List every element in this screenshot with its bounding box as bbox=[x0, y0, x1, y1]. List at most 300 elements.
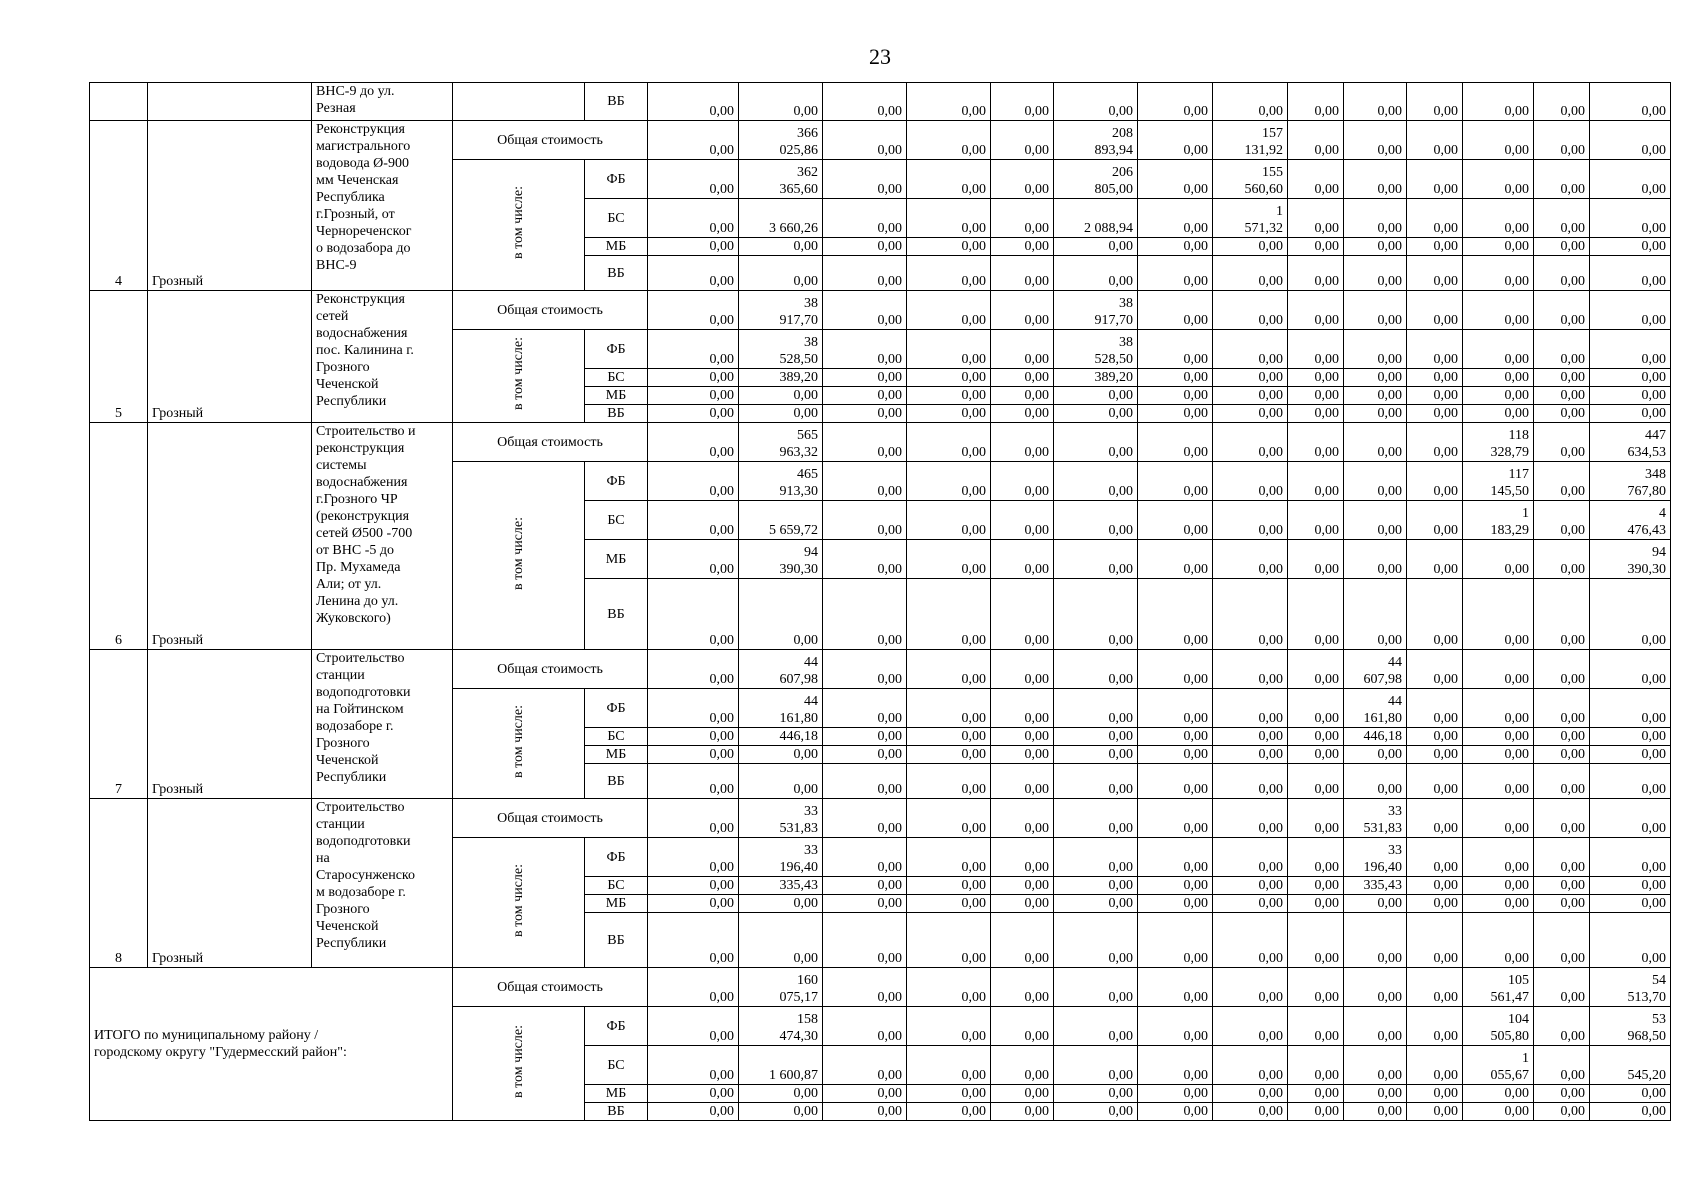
value-cell: 0,00 bbox=[1213, 291, 1288, 330]
value-cell: 0,00 bbox=[1054, 799, 1138, 838]
value-cell: 0,00 bbox=[1463, 1103, 1534, 1121]
value-cell: 0,00 bbox=[823, 369, 907, 387]
value-cell: 0,00 bbox=[1463, 291, 1534, 330]
value-cell: 0,00 bbox=[648, 579, 739, 650]
value-cell: 0,00 bbox=[907, 121, 991, 160]
value-cell: 54 513,70 bbox=[1590, 968, 1671, 1007]
value-cell: 0,00 bbox=[823, 799, 907, 838]
value-cell: 0,00 bbox=[991, 877, 1054, 895]
value-cell: 0,00 bbox=[991, 199, 1054, 238]
value-cell: 0,00 bbox=[648, 199, 739, 238]
value-cell: 0,00 bbox=[907, 689, 991, 728]
value-cell: 0,00 bbox=[648, 83, 739, 121]
value-cell: 0,00 bbox=[1138, 650, 1213, 689]
row-index: 8 bbox=[90, 799, 148, 968]
value-cell: 0,00 bbox=[739, 764, 823, 799]
value-cell: 157 131,92 bbox=[1213, 121, 1288, 160]
value-cell: 117 145,50 bbox=[1463, 462, 1534, 501]
value-cell: 0,00 bbox=[1534, 746, 1590, 764]
value-cell: 0,00 bbox=[1463, 160, 1534, 199]
source-label: ФБ bbox=[585, 689, 648, 728]
value-cell: 0,00 bbox=[907, 838, 991, 877]
value-cell: 0,00 bbox=[1288, 764, 1344, 799]
value-cell: 0,00 bbox=[991, 650, 1054, 689]
value-cell: 0,00 bbox=[991, 764, 1054, 799]
value-cell: 0,00 bbox=[1590, 330, 1671, 369]
value-cell: 465 913,30 bbox=[739, 462, 823, 501]
value-cell: 0,00 bbox=[739, 579, 823, 650]
value-cell: 0,00 bbox=[1407, 799, 1463, 838]
value-cell: 1 571,32 bbox=[1213, 199, 1288, 238]
value-cell: 0,00 bbox=[991, 1103, 1054, 1121]
value-cell: 0,00 bbox=[648, 291, 739, 330]
value-cell: 0,00 bbox=[991, 405, 1054, 423]
value-cell: 0,00 bbox=[823, 83, 907, 121]
table-row bbox=[90, 121, 1671, 160]
value-cell: 0,00 bbox=[1463, 799, 1534, 838]
value-cell: 33 196,40 bbox=[1344, 838, 1407, 877]
value-cell: 0,00 bbox=[991, 579, 1054, 650]
value-cell: 0,00 bbox=[1138, 913, 1213, 968]
source-label: БС bbox=[585, 728, 648, 746]
value-cell: 0,00 bbox=[907, 256, 991, 291]
value-cell: 0,00 bbox=[1288, 799, 1344, 838]
value-cell: 0,00 bbox=[907, 1007, 991, 1046]
value-cell: 0,00 bbox=[1590, 405, 1671, 423]
value-cell: 0,00 bbox=[1463, 369, 1534, 387]
value-cell: 0,00 bbox=[1054, 650, 1138, 689]
value-cell: 4 476,43 bbox=[1590, 501, 1671, 540]
value-cell: 0,00 bbox=[1590, 650, 1671, 689]
value-cell: 0,00 bbox=[823, 913, 907, 968]
value-cell: 0,00 bbox=[907, 160, 991, 199]
value-cell: 0,00 bbox=[1054, 501, 1138, 540]
value-cell: 0,00 bbox=[1138, 199, 1213, 238]
value-cell: 0,00 bbox=[1463, 199, 1534, 238]
value-cell: 0,00 bbox=[1463, 838, 1534, 877]
value-cell: 0,00 bbox=[823, 199, 907, 238]
value-cell: 0,00 bbox=[991, 540, 1054, 579]
value-cell: 0,00 bbox=[823, 1007, 907, 1046]
total-cost-label: Общая стоимость bbox=[453, 650, 648, 689]
project-name: Реконструкция магистрального водовода Ø-900 мм Чеченская Республика г.Грозный, от Чернореченског о водозабора до ВНС-9 bbox=[312, 121, 453, 291]
value-cell: 0,00 bbox=[1590, 689, 1671, 728]
value-cell: 0,00 bbox=[1213, 799, 1288, 838]
value-cell: 3 660,26 bbox=[739, 199, 823, 238]
value-cell: 0,00 bbox=[1054, 256, 1138, 291]
value-cell: 104 505,80 bbox=[1463, 1007, 1534, 1046]
value-cell: 0,00 bbox=[991, 689, 1054, 728]
value-cell: 0,00 bbox=[1213, 256, 1288, 291]
value-cell: 0,00 bbox=[823, 877, 907, 895]
value-cell: 0,00 bbox=[1213, 913, 1288, 968]
value-cell: 0,00 bbox=[1590, 1085, 1671, 1103]
total-cost-label: Общая стоимость bbox=[453, 968, 648, 1007]
value-cell: 0,00 bbox=[1590, 199, 1671, 238]
value-cell: 0,00 bbox=[1138, 838, 1213, 877]
value-cell: 118 328,79 bbox=[1463, 423, 1534, 462]
table-row bbox=[90, 968, 1671, 1007]
value-cell: 0,00 bbox=[1288, 387, 1344, 405]
value-cell: 0,00 bbox=[1344, 199, 1407, 238]
value-cell: 0,00 bbox=[1288, 330, 1344, 369]
value-cell: 0,00 bbox=[1344, 369, 1407, 387]
value-cell: 44 161,80 bbox=[739, 689, 823, 728]
value-cell: 0,00 bbox=[1288, 1103, 1344, 1121]
value-cell: 0,00 bbox=[991, 160, 1054, 199]
project-name: ВНС-9 до ул. Резная bbox=[312, 83, 453, 121]
source-label: БС bbox=[585, 369, 648, 387]
source-label: МБ bbox=[585, 895, 648, 913]
table-row bbox=[90, 291, 1671, 330]
value-cell: 0,00 bbox=[739, 1085, 823, 1103]
value-cell: 0,00 bbox=[907, 877, 991, 895]
value-cell: 33 531,83 bbox=[739, 799, 823, 838]
value-cell: 0,00 bbox=[907, 83, 991, 121]
value-cell: 0,00 bbox=[1407, 968, 1463, 1007]
value-cell: 0,00 bbox=[1138, 689, 1213, 728]
value-cell: 33 531,83 bbox=[1344, 799, 1407, 838]
value-cell: 0,00 bbox=[1407, 1103, 1463, 1121]
source-label: МБ bbox=[585, 746, 648, 764]
value-cell: 0,00 bbox=[907, 799, 991, 838]
city-name: Грозный bbox=[148, 121, 312, 291]
value-cell: 0,00 bbox=[1213, 877, 1288, 895]
value-cell: 0,00 bbox=[1054, 238, 1138, 256]
value-cell: 0,00 bbox=[1213, 650, 1288, 689]
value-cell: 0,00 bbox=[1407, 423, 1463, 462]
value-cell: 0,00 bbox=[907, 387, 991, 405]
value-cell: 0,00 bbox=[1138, 462, 1213, 501]
value-cell: 0,00 bbox=[739, 405, 823, 423]
value-cell: 0,00 bbox=[648, 1085, 739, 1103]
value-cell: 0,00 bbox=[1534, 650, 1590, 689]
value-cell: 0,00 bbox=[823, 728, 907, 746]
value-cell: 0,00 bbox=[648, 121, 739, 160]
value-cell: 0,00 bbox=[1344, 330, 1407, 369]
value-cell: 0,00 bbox=[1344, 1007, 1407, 1046]
value-cell: 0,00 bbox=[1054, 1085, 1138, 1103]
value-cell: 0,00 bbox=[1054, 689, 1138, 728]
value-cell: 0,00 bbox=[648, 369, 739, 387]
value-cell: 0,00 bbox=[1590, 238, 1671, 256]
value-cell: 38 917,70 bbox=[739, 291, 823, 330]
value-cell: 0,00 bbox=[648, 764, 739, 799]
value-cell: 348 767,80 bbox=[1590, 462, 1671, 501]
value-cell: 0,00 bbox=[1534, 423, 1590, 462]
value-cell: 0,00 bbox=[991, 369, 1054, 387]
value-cell: 0,00 bbox=[1288, 238, 1344, 256]
value-cell: 0,00 bbox=[823, 256, 907, 291]
value-cell: 0,00 bbox=[648, 540, 739, 579]
table-body bbox=[90, 83, 1671, 1121]
value-cell: 0,00 bbox=[1534, 291, 1590, 330]
value-cell: 0,00 bbox=[991, 462, 1054, 501]
value-cell: 0,00 bbox=[1407, 238, 1463, 256]
value-cell: 0,00 bbox=[648, 746, 739, 764]
value-cell: 0,00 bbox=[823, 895, 907, 913]
value-cell: 0,00 bbox=[1534, 256, 1590, 291]
value-cell: 0,00 bbox=[1054, 895, 1138, 913]
including-text: в том числе: bbox=[511, 516, 526, 590]
value-cell: 0,00 bbox=[991, 838, 1054, 877]
value-cell: 0,00 bbox=[1534, 895, 1590, 913]
value-cell: 0,00 bbox=[1213, 83, 1288, 121]
value-cell: 0,00 bbox=[648, 838, 739, 877]
value-cell: 0,00 bbox=[1054, 877, 1138, 895]
value-cell: 0,00 bbox=[1463, 405, 1534, 423]
value-cell: 0,00 bbox=[1344, 913, 1407, 968]
value-cell: 0,00 bbox=[907, 238, 991, 256]
budget-table bbox=[89, 82, 1671, 1121]
value-cell: 0,00 bbox=[648, 256, 739, 291]
row-index bbox=[90, 83, 148, 121]
value-cell: 0,00 bbox=[1138, 121, 1213, 160]
value-cell: 0,00 bbox=[1213, 501, 1288, 540]
total-cost-label: Общая стоимость bbox=[453, 423, 648, 462]
value-cell: 0,00 bbox=[1054, 405, 1138, 423]
source-label: ВБ bbox=[585, 764, 648, 799]
value-cell: 0,00 bbox=[1463, 121, 1534, 160]
value-cell: 0,00 bbox=[1344, 895, 1407, 913]
value-cell: 0,00 bbox=[1590, 913, 1671, 968]
source-label: БС bbox=[585, 501, 648, 540]
value-cell: 0,00 bbox=[823, 330, 907, 369]
value-cell: 0,00 bbox=[1534, 501, 1590, 540]
value-cell: 0,00 bbox=[991, 1085, 1054, 1103]
table-row bbox=[90, 799, 1671, 838]
value-cell: 0,00 bbox=[648, 895, 739, 913]
value-cell: 389,20 bbox=[1054, 369, 1138, 387]
value-cell: 0,00 bbox=[1534, 1085, 1590, 1103]
value-cell: 0,00 bbox=[823, 238, 907, 256]
value-cell: 0,00 bbox=[1288, 423, 1344, 462]
including-label bbox=[453, 689, 585, 799]
value-cell: 0,00 bbox=[1534, 330, 1590, 369]
value-cell: 0,00 bbox=[1288, 369, 1344, 387]
value-cell: 44 607,98 bbox=[1344, 650, 1407, 689]
value-cell: 0,00 bbox=[1463, 83, 1534, 121]
source-label: ВБ bbox=[585, 405, 648, 423]
source-label: БС bbox=[585, 877, 648, 895]
value-cell: 0,00 bbox=[1138, 1046, 1213, 1085]
source-label: БС bbox=[585, 199, 648, 238]
value-cell: 0,00 bbox=[1288, 256, 1344, 291]
value-cell: 0,00 bbox=[1407, 121, 1463, 160]
including-text: в том числе: bbox=[511, 337, 526, 410]
value-cell: 0,00 bbox=[1288, 199, 1344, 238]
value-cell: 0,00 bbox=[823, 1103, 907, 1121]
value-cell: 0,00 bbox=[823, 650, 907, 689]
value-cell: 0,00 bbox=[823, 968, 907, 1007]
value-cell: 0,00 bbox=[1534, 764, 1590, 799]
value-cell: 0,00 bbox=[823, 1085, 907, 1103]
source-label: ФБ bbox=[585, 462, 648, 501]
value-cell: 0,00 bbox=[648, 1007, 739, 1046]
table-row bbox=[90, 650, 1671, 689]
value-cell: 0,00 bbox=[1288, 689, 1344, 728]
value-cell: 0,00 bbox=[1407, 579, 1463, 650]
value-cell: 0,00 bbox=[1407, 895, 1463, 913]
including-text: в том числе: bbox=[511, 863, 526, 937]
value-cell: 0,00 bbox=[739, 895, 823, 913]
value-cell: 0,00 bbox=[648, 1046, 739, 1085]
value-cell: 0,00 bbox=[1344, 405, 1407, 423]
value-cell: 0,00 bbox=[1534, 728, 1590, 746]
value-cell: 0,00 bbox=[1344, 121, 1407, 160]
value-cell: 0,00 bbox=[1138, 877, 1213, 895]
source-label: ВБ bbox=[585, 579, 648, 650]
value-cell: 0,00 bbox=[1407, 728, 1463, 746]
row-index: 7 bbox=[90, 650, 148, 799]
table-row bbox=[90, 423, 1671, 462]
value-cell: 0,00 bbox=[1054, 838, 1138, 877]
value-cell: 335,43 bbox=[1344, 877, 1407, 895]
value-cell: 0,00 bbox=[1590, 838, 1671, 877]
value-cell: 0,00 bbox=[907, 728, 991, 746]
value-cell: 0,00 bbox=[1463, 579, 1534, 650]
table-row bbox=[90, 83, 1671, 121]
value-cell: 0,00 bbox=[1138, 746, 1213, 764]
value-cell: 0,00 bbox=[648, 650, 739, 689]
value-cell: 0,00 bbox=[1344, 291, 1407, 330]
value-cell: 0,00 bbox=[1407, 1007, 1463, 1046]
project-name: Реконструкция сетей водоснабжения пос. Калинина г. Грозного Чеченской Республики bbox=[312, 291, 453, 423]
value-cell: 0,00 bbox=[1463, 256, 1534, 291]
value-cell: 0,00 bbox=[1288, 838, 1344, 877]
value-cell: 0,00 bbox=[1213, 838, 1288, 877]
total-label: ИТОГО по муниципальному району / городскому округу "Гудермесский район": bbox=[90, 968, 453, 1121]
value-cell: 0,00 bbox=[1344, 462, 1407, 501]
value-cell: 0,00 bbox=[1054, 540, 1138, 579]
value-cell: 0,00 bbox=[823, 423, 907, 462]
value-cell: 0,00 bbox=[739, 256, 823, 291]
value-cell: 0,00 bbox=[648, 799, 739, 838]
value-cell: 0,00 bbox=[823, 160, 907, 199]
project-name: Строительство и реконструкция системы водоснабжения г.Грозного ЧР (реконструкция сетей Ø500 -700 от ВНС -5 до Пр. Мухамеда Али; от ул. Ленина до ул. Жуковского) bbox=[312, 423, 453, 650]
value-cell: 38 528,50 bbox=[1054, 330, 1138, 369]
value-cell: 0,00 bbox=[1463, 746, 1534, 764]
value-cell: 0,00 bbox=[1213, 746, 1288, 764]
value-cell: 0,00 bbox=[1138, 423, 1213, 462]
value-cell: 0,00 bbox=[1590, 83, 1671, 121]
value-cell: 160 075,17 bbox=[739, 968, 823, 1007]
value-cell: 0,00 bbox=[991, 799, 1054, 838]
value-cell: 0,00 bbox=[648, 462, 739, 501]
value-cell: 0,00 bbox=[991, 968, 1054, 1007]
value-cell: 0,00 bbox=[1407, 405, 1463, 423]
including-label bbox=[453, 838, 585, 968]
value-cell: 0,00 bbox=[1288, 895, 1344, 913]
value-cell: 0,00 bbox=[1213, 895, 1288, 913]
value-cell: 0,00 bbox=[1288, 291, 1344, 330]
value-cell: 0,00 bbox=[1534, 387, 1590, 405]
value-cell: 0,00 bbox=[991, 501, 1054, 540]
value-cell: 0,00 bbox=[991, 256, 1054, 291]
value-cell: 0,00 bbox=[907, 1085, 991, 1103]
value-cell: 0,00 bbox=[1054, 1046, 1138, 1085]
source-label: ФБ bbox=[585, 160, 648, 199]
value-cell: 0,00 bbox=[907, 1046, 991, 1085]
value-cell: 0,00 bbox=[823, 540, 907, 579]
project-name: Строительство станции водоподготовки на Гойтинском водозаборе г. Грозного Чеченской Республики bbox=[312, 650, 453, 799]
including-label bbox=[453, 330, 585, 423]
value-cell: 0,00 bbox=[1138, 895, 1213, 913]
source-label: ФБ bbox=[585, 1007, 648, 1046]
value-cell: 0,00 bbox=[1407, 462, 1463, 501]
value-cell: 0,00 bbox=[907, 579, 991, 650]
source-label: ВБ bbox=[585, 256, 648, 291]
value-cell: 0,00 bbox=[648, 689, 739, 728]
value-cell: 0,00 bbox=[907, 746, 991, 764]
value-cell: 0,00 bbox=[823, 689, 907, 728]
value-cell: 158 474,30 bbox=[739, 1007, 823, 1046]
value-cell: 0,00 bbox=[739, 913, 823, 968]
value-cell: 94 390,30 bbox=[739, 540, 823, 579]
value-cell: 0,00 bbox=[739, 238, 823, 256]
source-label: МБ bbox=[585, 540, 648, 579]
value-cell: 0,00 bbox=[1054, 387, 1138, 405]
value-cell: 0,00 bbox=[823, 405, 907, 423]
value-cell: 0,00 bbox=[823, 462, 907, 501]
city-name: Грозный bbox=[148, 423, 312, 650]
value-cell: 0,00 bbox=[1288, 877, 1344, 895]
value-cell: 0,00 bbox=[1534, 369, 1590, 387]
value-cell: 0,00 bbox=[991, 291, 1054, 330]
value-cell: 0,00 bbox=[1288, 83, 1344, 121]
value-cell: 0,00 bbox=[648, 1103, 739, 1121]
value-cell: 0,00 bbox=[1534, 913, 1590, 968]
value-cell: 0,00 bbox=[1213, 1046, 1288, 1085]
source-label: ВБ bbox=[585, 83, 648, 121]
value-cell: 0,00 bbox=[1288, 579, 1344, 650]
value-cell: 0,00 bbox=[1138, 330, 1213, 369]
value-cell: 0,00 bbox=[1344, 160, 1407, 199]
value-cell: 0,00 bbox=[1590, 799, 1671, 838]
value-cell: 0,00 bbox=[991, 423, 1054, 462]
source-label: БС bbox=[585, 1046, 648, 1085]
value-cell: 0,00 bbox=[907, 462, 991, 501]
value-cell: 0,00 bbox=[1463, 238, 1534, 256]
value-cell: 0,00 bbox=[1288, 121, 1344, 160]
value-cell: 0,00 bbox=[1344, 579, 1407, 650]
value-cell: 0,00 bbox=[991, 121, 1054, 160]
value-cell: 0,00 bbox=[648, 877, 739, 895]
value-cell: 0,00 bbox=[1590, 121, 1671, 160]
value-cell: 0,00 bbox=[1213, 330, 1288, 369]
value-cell: 155 560,60 bbox=[1213, 160, 1288, 199]
value-cell: 0,00 bbox=[1534, 689, 1590, 728]
row-index: 5 bbox=[90, 291, 148, 423]
value-cell: 0,00 bbox=[1407, 330, 1463, 369]
value-cell: 0,00 bbox=[1463, 540, 1534, 579]
value-cell: 206 805,00 bbox=[1054, 160, 1138, 199]
value-cell: 0,00 bbox=[907, 650, 991, 689]
value-cell: 0,00 bbox=[1213, 968, 1288, 1007]
value-cell: 0,00 bbox=[1054, 462, 1138, 501]
value-cell: 0,00 bbox=[1407, 540, 1463, 579]
source-label: ВБ bbox=[585, 1103, 648, 1121]
value-cell: 389,20 bbox=[739, 369, 823, 387]
value-cell: 0,00 bbox=[1213, 540, 1288, 579]
value-cell: 0,00 bbox=[1590, 256, 1671, 291]
value-cell: 0,00 bbox=[991, 746, 1054, 764]
value-cell: 0,00 bbox=[823, 387, 907, 405]
value-cell: 0,00 bbox=[1534, 83, 1590, 121]
value-cell: 0,00 bbox=[991, 238, 1054, 256]
value-cell: 2 088,94 bbox=[1054, 199, 1138, 238]
value-cell: 0,00 bbox=[648, 968, 739, 1007]
